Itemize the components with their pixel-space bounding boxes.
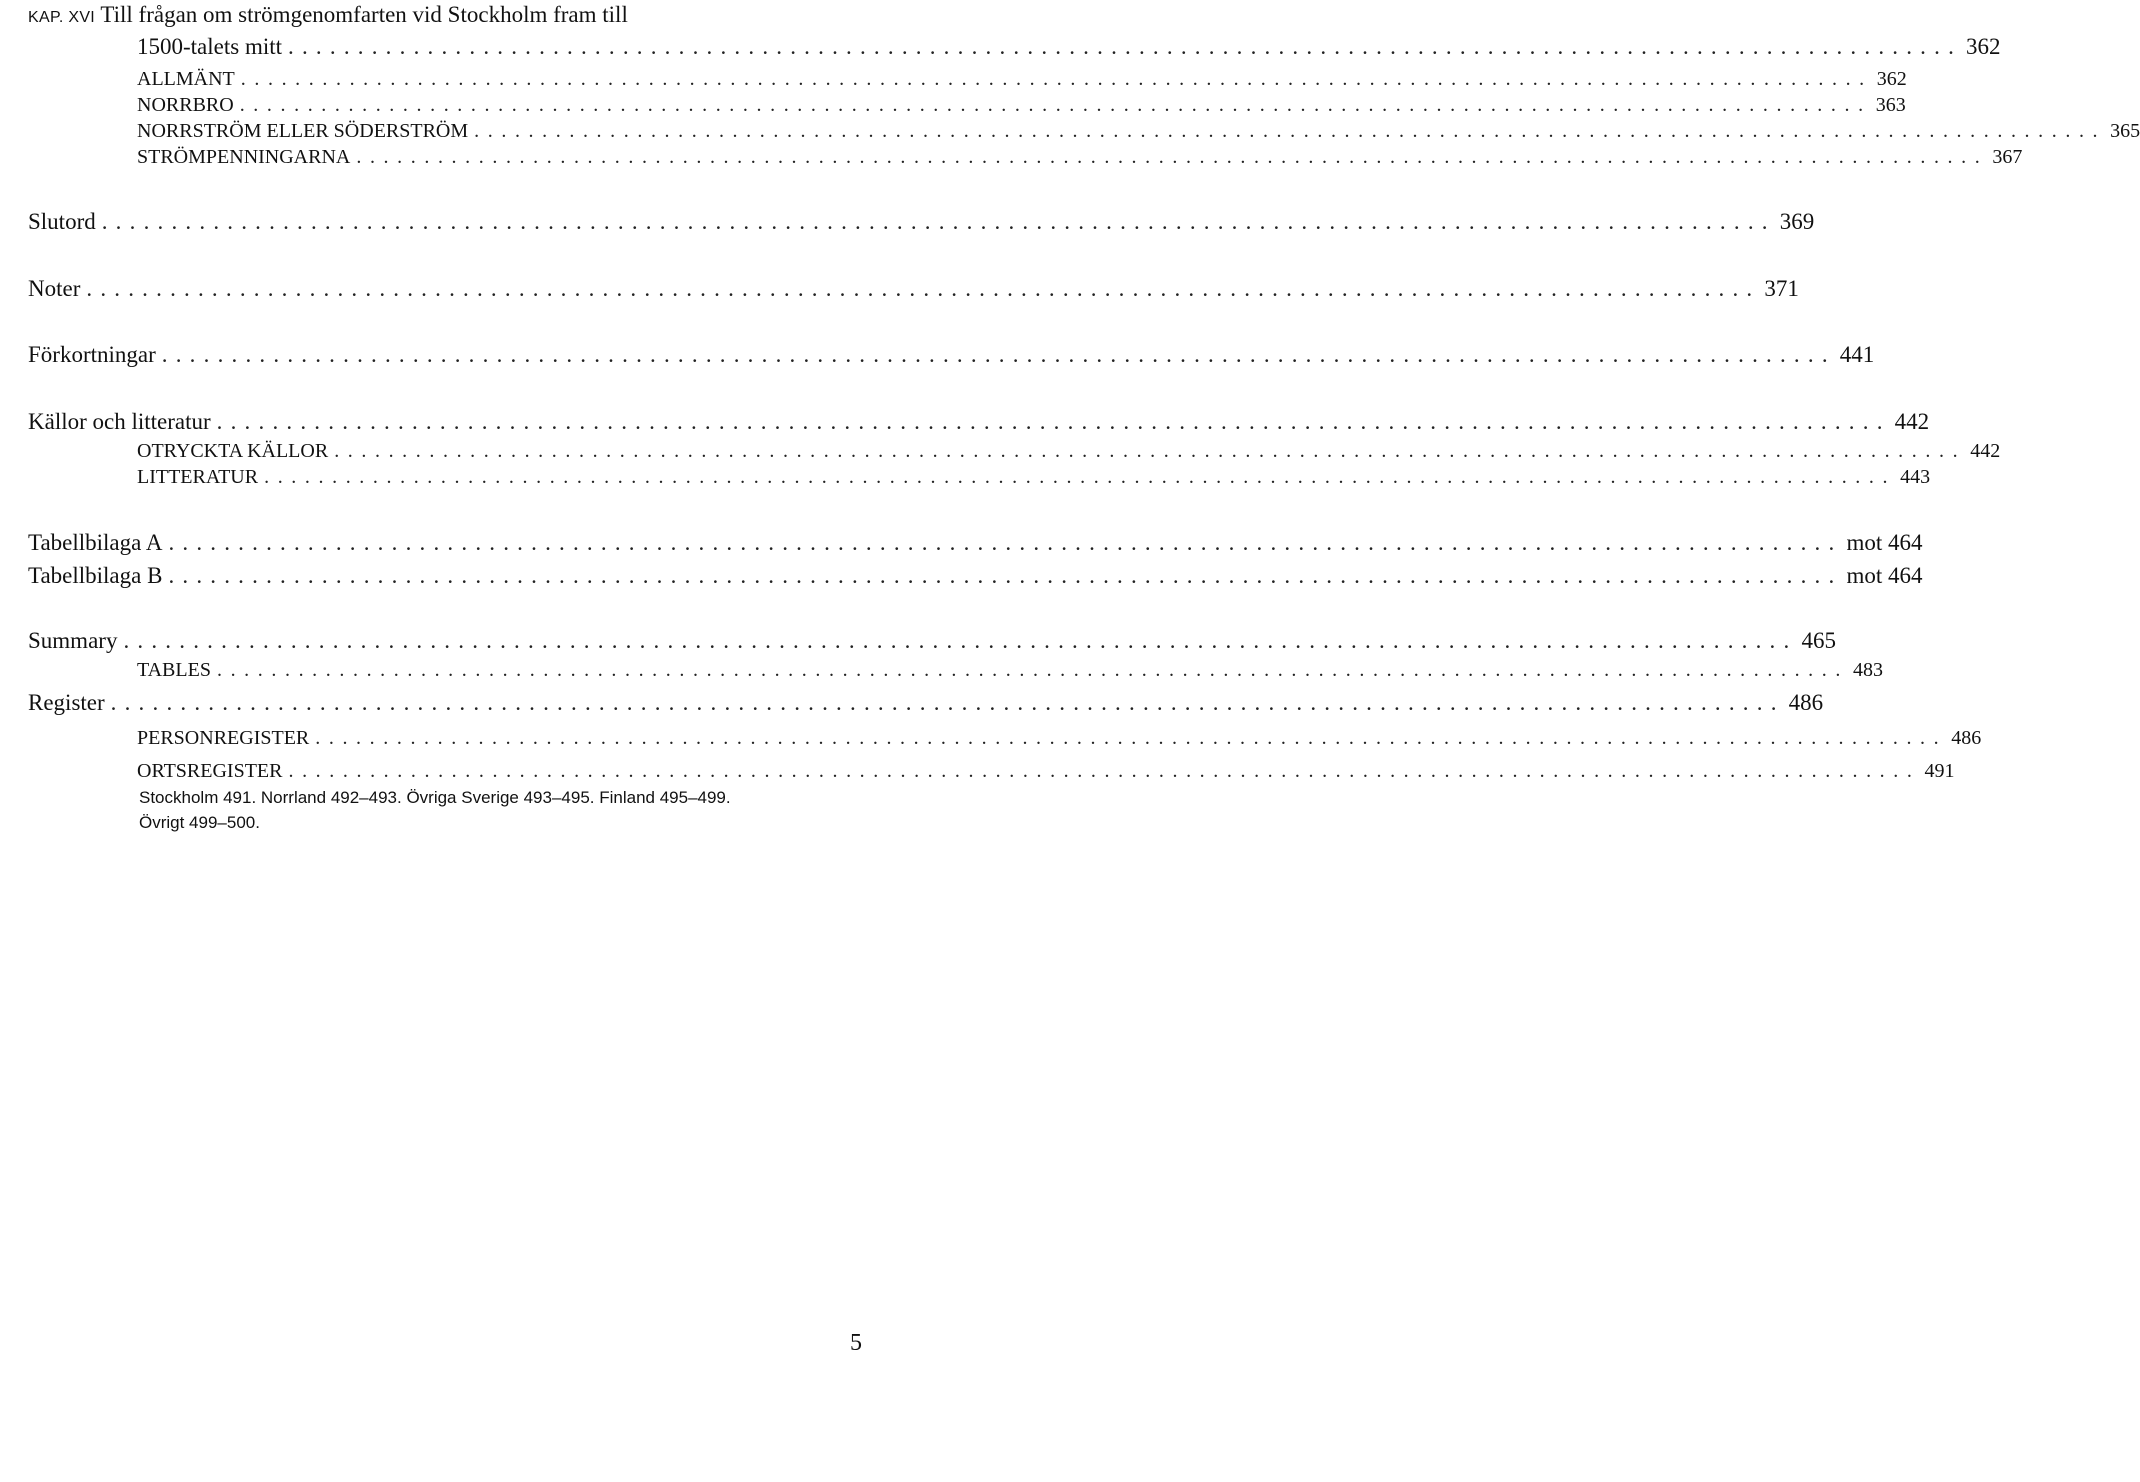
toc-page-number: 365 <box>2110 120 2140 142</box>
toc-entry-label: ALLMÄNT <box>137 68 235 90</box>
dot-leader: ........................................................................................................................ <box>240 68 1873 90</box>
toc-entry-label: PERSONREGISTER <box>137 727 310 749</box>
chapter-title-line1: Till frågan om strömgenomfarten vid Stockholm fram till <box>100 2 628 27</box>
chapter-prefix: KAP. XVI <box>28 9 96 26</box>
dot-leader: ........................................................................................................................ <box>86 276 1761 301</box>
toc-entry-slutord <box>28 209 1815 235</box>
toc-entry-label: Källor och litteratur <box>28 409 211 434</box>
toc-page-number: 483 <box>1852 659 1883 681</box>
toc-entry-label: OTRYCKTA KÄLLOR <box>137 440 329 462</box>
toc-entry-label: LITTERATUR <box>137 466 259 488</box>
toc-entry-label: Tabellbilaga B <box>28 563 163 588</box>
toc-subentry-otryckta <box>137 440 2001 463</box>
dot-leader: ........................................................................................................................ <box>288 760 1921 782</box>
toc-page-number: 362 <box>1876 68 1907 90</box>
toc-subentry-personregister <box>137 727 1982 750</box>
toc-page-number: mot 464 <box>1846 563 1923 588</box>
dot-leader: ........................................................................................................................ <box>264 466 1897 488</box>
dot-leader: ........................................................................................................................ <box>216 409 1891 434</box>
ortsregister-note-line2: Övrigt 499–500. <box>139 813 260 832</box>
toc-entry-label: STRÖMPENNINGARNA <box>137 146 351 168</box>
toc-entry-summary <box>28 628 1836 654</box>
toc-entry-label: Tabellbilaga A <box>28 530 163 555</box>
toc-page-number: 371 <box>1764 276 1799 301</box>
toc-subentry-allmant <box>137 68 1907 91</box>
chapter-heading <box>28 2 628 28</box>
toc-entry-label: Register <box>28 690 105 715</box>
ortsregister-note-line1: Stockholm 491. Norrland 492–493. Övriga Sverige 493–495. Finland 495–499. <box>139 788 731 807</box>
toc-entry-label: Förkortningar <box>28 342 156 367</box>
dot-leader: ........................................................................................................................ <box>216 659 1849 681</box>
toc-page-number: 369 <box>1779 209 1815 234</box>
toc-entry-label: Slutord <box>28 209 96 234</box>
dot-leader: ........................................................................................................................ <box>168 563 1843 588</box>
toc-entry-label: ORTSREGISTER <box>137 760 283 782</box>
dot-leader: ........................................................................................................................ <box>101 209 1776 234</box>
dot-leader: ........................................................................................................................ <box>315 727 1948 749</box>
toc-page-number: 362 <box>1966 34 2001 59</box>
toc-entry-label: NORRSTRÖM ELLER SÖDERSTRÖM <box>137 120 469 142</box>
toc-entry-label: TABLES <box>137 659 211 681</box>
dot-leader: ........................................................................................................................ <box>123 628 1798 653</box>
toc-entry-label: Summary <box>28 628 118 653</box>
toc-subentry-norrbro <box>137 94 1906 117</box>
toc-page-number: 486 <box>1788 690 1824 715</box>
toc-subentry-tables <box>137 659 1883 682</box>
toc-subentry-strompenningarna <box>137 146 2023 169</box>
toc-entry-tabellbilaga-a <box>28 530 1923 556</box>
toc-page-number: 465 <box>1801 628 1836 653</box>
dot-leader: ........................................................................................................................ <box>334 440 1967 462</box>
toc-entry-tabellbilaga-b <box>28 563 1923 589</box>
toc-entry-noter <box>28 276 1799 302</box>
toc-page-number: 367 <box>1992 146 2023 168</box>
dot-leader: ........................................................................................................................ <box>161 342 1836 367</box>
page-number: 5 <box>850 1330 862 1356</box>
toc-entry-label: 1500-talets mitt <box>137 34 283 59</box>
toc-subentry-ortsregister <box>137 760 1955 783</box>
toc-entry-label: NORRBRO <box>137 94 234 116</box>
dot-leader: ........................................................................................................................ <box>168 530 1843 555</box>
toc-page-number: 442 <box>1894 409 1930 434</box>
toc-entry-label: Noter <box>28 276 81 301</box>
dot-leader: ........................................................................................................................ <box>474 120 2107 142</box>
toc-entry-kallor <box>28 409 1930 435</box>
toc-page-number: 363 <box>1875 94 1906 116</box>
toc-entry-chapter-title <box>137 34 2001 60</box>
dot-leader: ........................................................................................................................ <box>356 146 1989 168</box>
toc-page-number: 443 <box>1900 466 1931 488</box>
toc-page-number: 441 <box>1839 342 1875 367</box>
toc-page-number: 491 <box>1924 760 1955 782</box>
toc-subentry-litteratur <box>137 466 1931 489</box>
toc-entry-forkortningar <box>28 342 1875 368</box>
toc-page-number: 442 <box>1970 440 2001 462</box>
toc-page-number: 486 <box>1951 727 1982 749</box>
dot-leader: ........................................................................................................................ <box>110 690 1785 715</box>
toc-entry-register <box>28 690 1824 716</box>
dot-leader: ........................................................................................................................ <box>288 34 1963 59</box>
toc-subentry-norrstrom <box>137 120 2140 143</box>
dot-leader: ........................................................................................................................ <box>239 94 1872 116</box>
toc-page-number: mot 464 <box>1846 530 1923 555</box>
